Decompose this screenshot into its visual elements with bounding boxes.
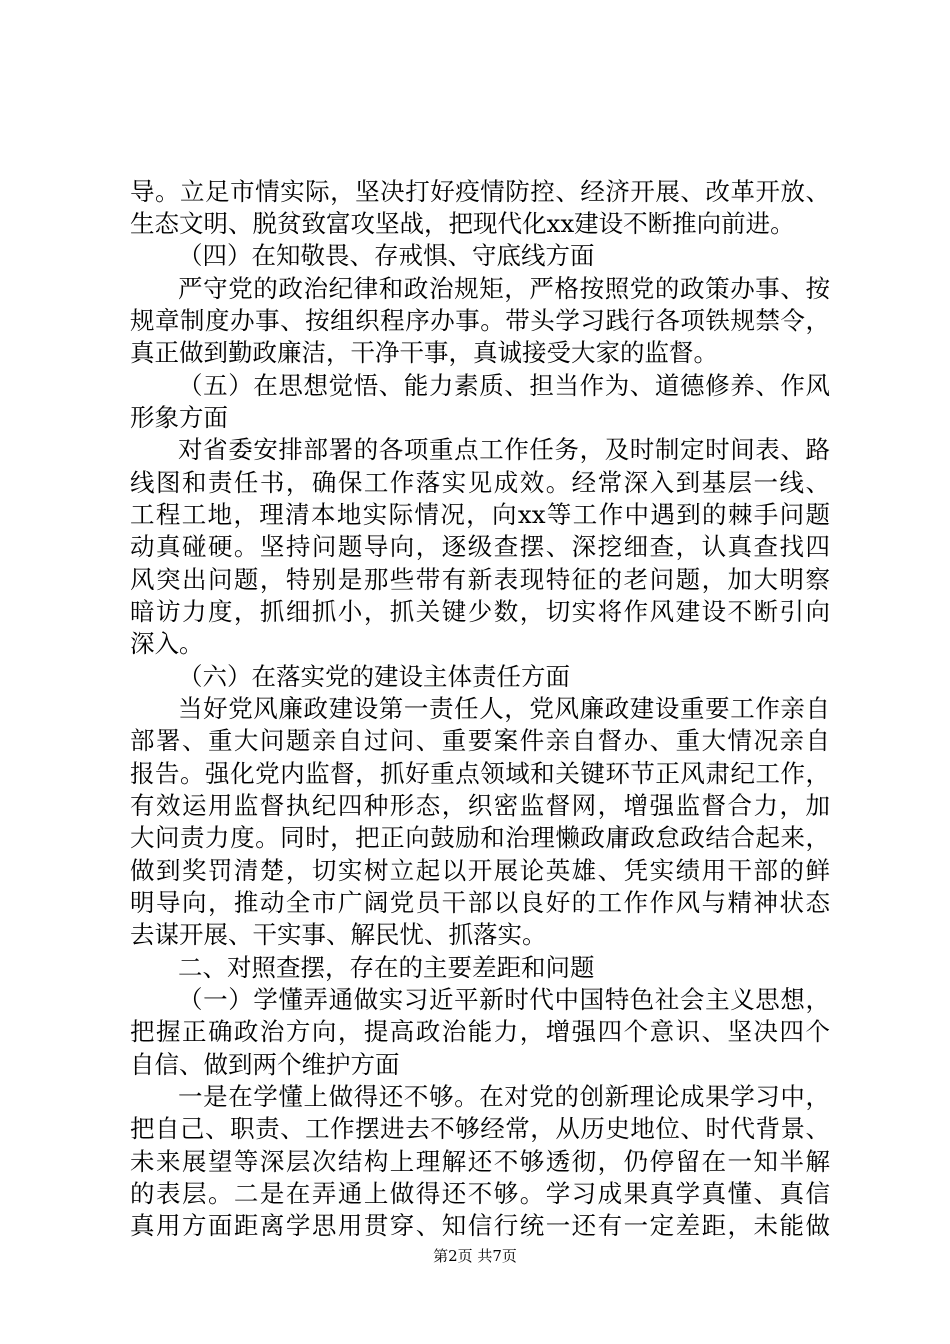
text-line-15: 深入。 [130,629,204,658]
text-line-21: 大问责力度。同时，把正向鼓励和治理懒政庸政怠政结合起来， [130,823,830,852]
text-line-30: 把自己、职责、工作摆进去不够经常，从历史地位、时代背景、 [130,1114,830,1143]
text-line-19: 报告。强化党内监督，抓好重点领域和关键环节正风肃纪工作， [130,759,830,788]
chapter-heading-2: 二、对照查摆，存在的主要差距和问题 [178,953,595,982]
text-line-27: 把握正确政治方向，提高政治能力，增强四个意识、坚决四个 [130,1017,830,1046]
section-heading-6: （六）在落实党的建设主体责任方面 [178,662,570,691]
text-line-20: 有效运用监督执纪四种形态，织密监督网，增强监督合力，加 [130,791,830,820]
text-line-23: 明导向，推动全市广阔党员干部以良好的工作作风与精神状态 [130,888,830,917]
text-line-11: 工程工地，理清本地实际情况，向xx等工作中遇到的棘手问题 [130,500,830,529]
text-line-24: 去谋开展、干实事、解民忧、抓落实。 [130,920,547,949]
section-heading-2-1: （一）学懂弄通做实习近平新时代中国特色社会主义思想， [178,985,830,1014]
text-line-22: 做到奖罚清楚，切实树立起以开展论英雄、凭实绩用干部的鲜 [130,856,830,885]
text-line-32: 的表层。二是在弄通上做得还不够。学习成果真学真懂、真信 [130,1179,830,1208]
text-line-4: 严守党的政治纪律和政治规矩，严格按照党的政策办事、按 [178,274,830,303]
text-line-6: 真正做到勤政廉洁，干净干事，真诚接受大家的监督。 [130,338,718,367]
text-line-5: 规章制度办事、按组织程序办事。带头学习践行各项铁规禁令， [130,306,830,335]
section-heading-4: （四）在知敬畏、存戒惧、守底线方面 [178,241,595,270]
section-heading-5: （五）在思想觉悟、能力素质、担当作为、道德修养、作风 [178,371,830,400]
text-line-1: 导。立足市情实际，坚决打好疫情防控、经济开展、改革开放、 [130,177,830,206]
page-number-footer: 第2页 共7页 [433,1247,517,1265]
text-line-29: 一是在学懂上做得还不够。在对党的创新理论成果学习中， [178,1082,830,1111]
text-line-10: 线图和责任书，确保工作落实见成效。经常深入到基层一线、 [130,468,830,497]
text-line-31: 未来展望等深层次结构上理解还不够透彻，仍停留在一知半解 [130,1147,830,1176]
text-line-2: 生态文明、脱贫致富攻坚战，把现代化xx建设不断推向前进。 [130,209,795,238]
text-line-12: 动真碰硬。坚持问题导向，逐级查摆、深挖细查，认真查找四 [130,532,830,561]
text-line-28: 自信、做到两个维护方面 [130,1050,400,1079]
text-line-13: 风突出问题，特别是那些带有新表现特征的老问题，加大明察 [130,565,830,594]
text-line-18: 部署、重大问题亲自过问、重要案件亲自督办、重大情况亲自 [130,726,830,755]
text-line-9: 对省委安排部署的各项重点工作任务，及时制定时间表、路 [178,435,830,464]
text-line-17: 当好党风廉政建设第一责任人，党风廉政建设重要工作亲自 [178,694,830,723]
section-heading-5-cont: 形象方面 [130,403,228,432]
text-line-33: 真用方面距离学思用贯穿、知信行统一还有一定差距，未能做 [130,1211,830,1240]
text-line-14: 暗访力度，抓细抓小，抓关键少数，切实将作风建设不断引向 [130,597,830,626]
